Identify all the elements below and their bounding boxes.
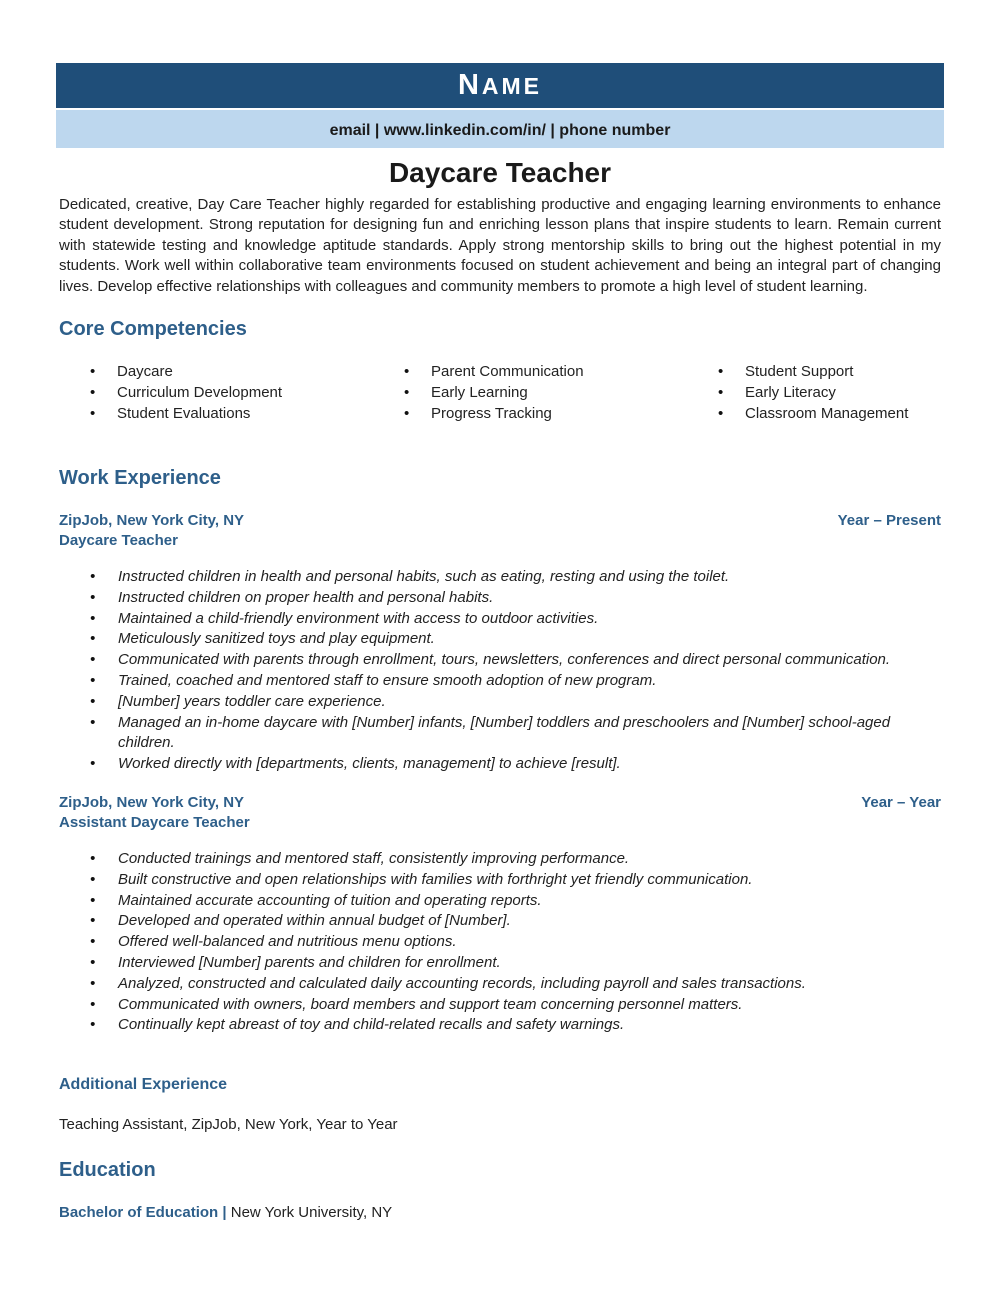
additional-experience-entry: Teaching Assistant, ZipJob, New York, Year to Year — [59, 1116, 398, 1133]
resume-title: Daycare Teacher — [388, 157, 612, 188]
core-competencies-heading: Core Competencies — [59, 318, 247, 340]
list-item: • Maintained a child-friendly environment with access to outdoor activities. — [90, 609, 910, 630]
list-item: • Trained, coached and mentored staff to ensure smooth adoption of new program. — [90, 671, 910, 692]
list-item: • Maintained accurate accounting of tuition and operating reports. — [90, 891, 910, 912]
competency-item: • Classroom Management — [718, 404, 908, 425]
list-item: • Worked directly with [departments, clients, management] to achieve [result]. — [90, 754, 910, 775]
list-item: • Built constructive and open relationships with families with forthright yet friendly communication. — [90, 870, 910, 891]
name-initial: N — [457, 69, 482, 101]
contact-line: email | www.linkedin.com/in/ | phone number — [56, 110, 944, 148]
list-item: • Continually kept abreast of toy and child-related recalls and safety warnings. — [90, 1015, 910, 1036]
list-item: • Conducted trainings and mentored staff, consistently improving performance. — [90, 849, 910, 870]
list-item: • Offered well-balanced and nutritious menu options. — [90, 932, 910, 953]
education-separator: | — [218, 1204, 231, 1221]
competency-item: • Curriculum Development — [90, 383, 282, 404]
job-2-dates: Year – Year — [861, 794, 941, 811]
job-2-header — [59, 794, 941, 811]
list-item: • [Number] years toddler care experience. — [90, 692, 910, 713]
name-rest: AME — [481, 73, 543, 99]
education-degree: Bachelor of Education — [59, 1204, 219, 1221]
education-entry — [59, 1204, 392, 1221]
summary-paragraph: Dedicated, creative, Day Care Teacher highly regarded for establishing productive and engaging learning environments to enhance student development. Strong reputation for designing fun and enriching lesson plans that inspire students to learn. Remain current with statewide testing and knowledge aptitude standards. Apply strong mentorship skills to bring out the highest potential in my students. Work well within collaborative team environments focused on student achievement and being an integral part of changing lives. Develop effective relationships with colleagues and community members to promote a high level of student learning. — [59, 196, 941, 295]
competency-item: • Student Support — [718, 362, 908, 383]
competency-item: • Daycare — [90, 362, 282, 383]
name-banner — [56, 63, 944, 108]
education-school: New York University, NY — [230, 1204, 393, 1221]
competency-item: • Progress Tracking — [404, 404, 584, 425]
competency-item: • Early Learning — [404, 383, 584, 404]
list-item: • Meticulously sanitized toys and play equipment. — [90, 629, 910, 650]
competency-item: • Early Literacy — [718, 383, 908, 404]
work-experience-heading: Work Experience — [59, 467, 221, 489]
job-1-bullets — [90, 567, 910, 775]
competencies-column-1 — [90, 362, 282, 424]
list-item: • Instructed children on proper health and personal habits. — [90, 588, 910, 609]
competency-item: • Parent Communication — [404, 362, 584, 383]
job-1-header — [59, 512, 941, 529]
list-item: • Communicated with parents through enrollment, tours, newsletters, conferences and direct personal communication. — [90, 650, 910, 671]
job-2-bullets — [90, 849, 910, 1036]
job-1-role: Daycare Teacher — [59, 532, 178, 549]
list-item: • Instructed children in health and personal habits, such as eating, resting and using the toilet. — [90, 567, 910, 588]
job-2-role: Assistant Daycare Teacher — [59, 814, 250, 831]
job-2-company: ZipJob, New York City, NY — [59, 794, 245, 811]
job-1-dates: Year – Present — [837, 512, 941, 529]
list-item: • Interviewed [Number] parents and children for enrollment. — [90, 953, 910, 974]
list-item: • Developed and operated within annual budget of [Number]. — [90, 911, 910, 932]
additional-experience-heading: Additional Experience — [59, 1076, 228, 1093]
job-1-company: ZipJob, New York City, NY — [59, 512, 245, 529]
list-item: • Managed an in-home daycare with [Number] infants, [Number] toddlers and preschoolers and [Number] school-aged children. — [90, 713, 910, 755]
list-item: • Communicated with owners, board members and support team concerning personnel matters. — [90, 995, 910, 1016]
list-item: • Analyzed, constructed and calculated daily accounting records, including payroll and sales transactions. — [90, 974, 910, 995]
competencies-column-2 — [404, 362, 584, 424]
competency-item: • Student Evaluations — [90, 404, 282, 425]
education-heading: Education — [59, 1159, 156, 1181]
competencies-column-3 — [718, 362, 908, 424]
